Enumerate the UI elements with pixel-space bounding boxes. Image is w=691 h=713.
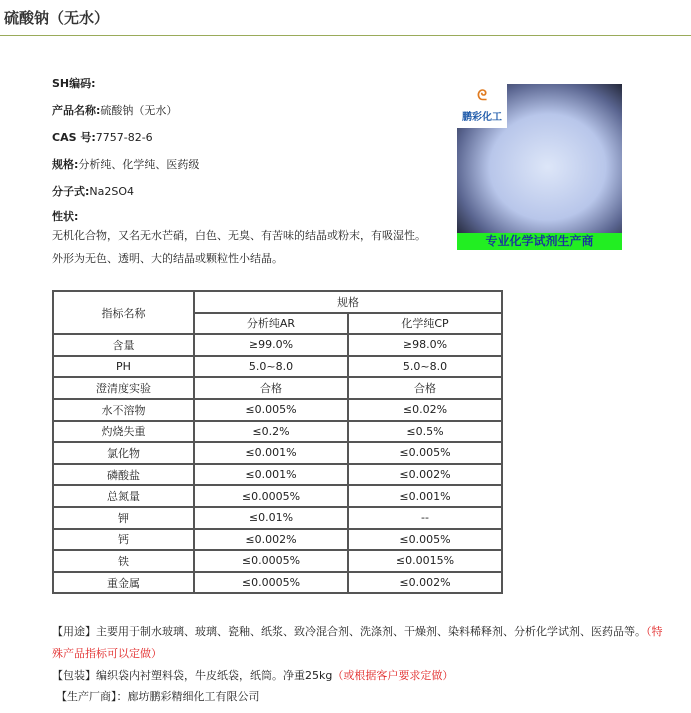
table-row: [53, 356, 502, 378]
ar-value: ≤0.0005%: [194, 572, 348, 594]
item: 灼烧失重: [53, 421, 194, 443]
cp-value: 合格: [348, 377, 502, 399]
ar-value: ≥99.0%: [194, 334, 348, 356]
ar-value: ≤0.0005%: [194, 550, 348, 572]
spec-table: [52, 290, 503, 594]
header-spec: 规格: [194, 291, 502, 313]
item: 铁: [53, 550, 194, 572]
cp-value: ≤0.005%: [348, 529, 502, 551]
cp-value: ≤0.001%: [348, 485, 502, 507]
table-row: [53, 507, 502, 529]
ar-value: 5.0~8.0: [194, 356, 348, 378]
table-row: [53, 442, 502, 464]
cp-value: 5.0~8.0: [348, 356, 502, 378]
table-row: [53, 464, 502, 486]
ar-value: ≤0.005%: [194, 399, 348, 421]
logo-text: 鹏彩化工: [462, 112, 502, 123]
table-header-row: [53, 291, 502, 313]
cas-value: 7757-82-6: [95, 131, 153, 144]
header-cp: 化学纯CP: [348, 313, 502, 335]
page-title: 硫酸钠（无水）: [4, 9, 110, 27]
item: 重金属: [53, 572, 194, 594]
properties-text: 无机化合物，又名无水芒硝，白色、无臭、有苦味的结晶或粉末，有吸湿性。外形为无色、透明、大的结晶或颗粒性小结晶。: [52, 229, 426, 265]
usage: [52, 621, 672, 665]
title-divider: [0, 35, 691, 36]
header-name: 指标名称: [53, 291, 194, 334]
ar-value: ≤0.002%: [194, 529, 348, 551]
formula-label: 分子式:: [52, 185, 90, 198]
table-row: [53, 529, 502, 551]
cp-value: ≤0.0015%: [348, 550, 502, 572]
sh-label: SH编码:: [52, 77, 96, 90]
table-row: [53, 399, 502, 421]
formula: [52, 183, 134, 199]
sh-code: [52, 75, 96, 91]
product-image: [457, 84, 622, 250]
cp-value: ≤0.02%: [348, 399, 502, 421]
table-row: [53, 421, 502, 443]
props-label: 性状:: [52, 210, 79, 223]
item: 钙: [53, 529, 194, 551]
cp-value: ≤0.002%: [348, 464, 502, 486]
packaging-note: （或根据客户要求定做）: [332, 669, 454, 682]
ar-value: 合格: [194, 377, 348, 399]
specification: [52, 156, 199, 172]
logo-mark-icon: ᘓ: [477, 88, 487, 104]
formula-value: Na2SO4: [89, 185, 135, 198]
packaging-text: 【包装】编织袋内衬塑料袋，牛皮纸袋，纸筒。净重25kg: [52, 669, 333, 682]
image-banner: 专业化学试剂生产商: [457, 233, 622, 250]
table-row: [53, 377, 502, 399]
cas-label: CAS 号:: [52, 131, 96, 144]
spec-value: 分析纯、化学纯、医药级: [78, 158, 200, 171]
packaging: [52, 665, 672, 687]
ar-value: ≤0.2%: [194, 421, 348, 443]
table-row: [53, 485, 502, 507]
item: 含量: [53, 334, 194, 356]
spec-label: 规格:: [52, 158, 79, 171]
ar-value: ≤0.001%: [194, 442, 348, 464]
item: 氯化物: [53, 442, 194, 464]
table-row: [53, 572, 502, 594]
cp-value: --: [348, 507, 502, 529]
company-logo: [457, 84, 507, 128]
cp-value: ≤0.005%: [348, 442, 502, 464]
table-row: [53, 334, 502, 356]
ar-value: ≤0.001%: [194, 464, 348, 486]
properties-label: [52, 208, 78, 224]
item: 澄清度实验: [53, 377, 194, 399]
item: 钾: [53, 507, 194, 529]
cp-value: ≥98.0%: [348, 334, 502, 356]
cp-value: ≤0.002%: [348, 572, 502, 594]
table-row: [53, 550, 502, 572]
cp-value: ≤0.5%: [348, 421, 502, 443]
item: 磷酸盐: [53, 464, 194, 486]
name-label: 产品名称:: [52, 104, 101, 117]
name-value: 硫酸钠（无水）: [100, 104, 178, 117]
usage-text: 【用途】主要用于制水玻璃、玻璃、瓷釉、纸浆、致冷混合剂、洗涤剂、干燥剂、染料稀释剂、分析化学试剂、医药品等。: [52, 625, 646, 638]
product-name: [52, 102, 177, 118]
usage-note: （特殊产品指标可以定做）: [52, 625, 663, 660]
ar-value: ≤0.01%: [194, 507, 348, 529]
manufacturer: 【生产厂商】：廊坊鹏彩精细化工有限公司: [56, 690, 260, 703]
header-ar: 分析纯AR: [194, 313, 348, 335]
cas-number: [52, 129, 153, 145]
item: PH: [53, 356, 194, 378]
ar-value: ≤0.0005%: [194, 485, 348, 507]
item: 水不溶物: [53, 399, 194, 421]
item: 总氮量: [53, 485, 194, 507]
